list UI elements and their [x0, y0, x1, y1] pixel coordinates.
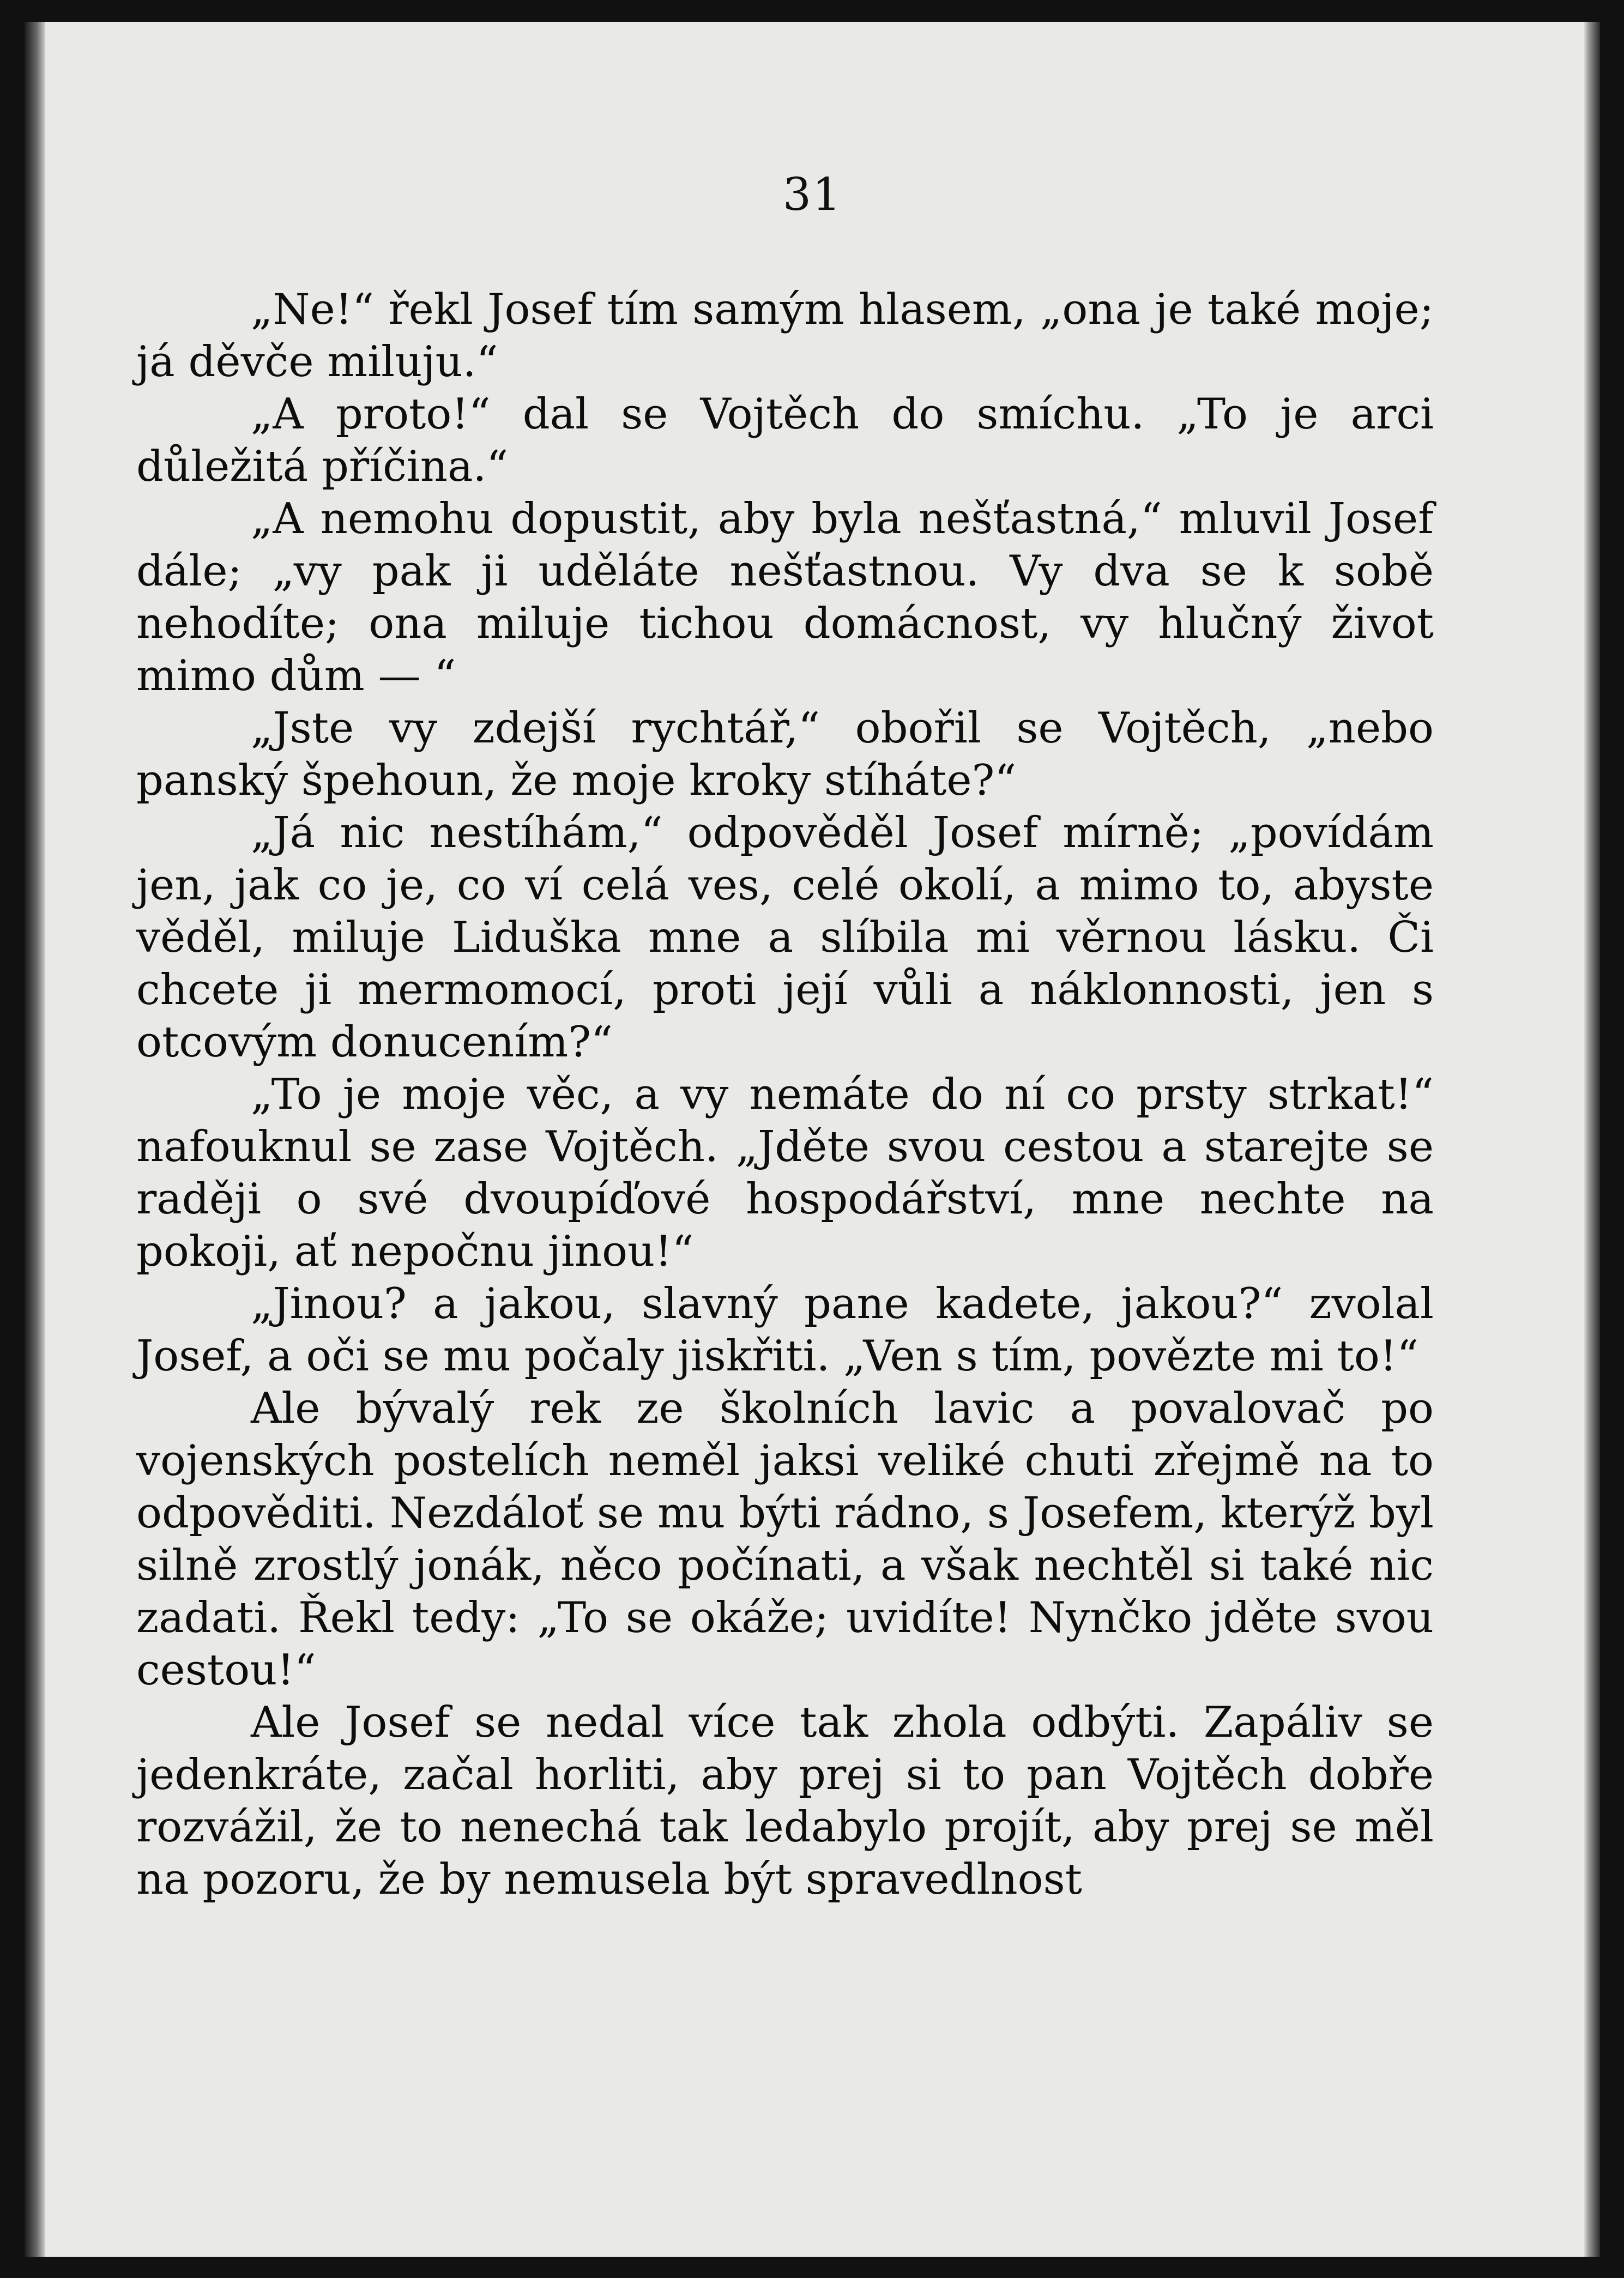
paragraph: „Já nic nestíhám,“ odpověděl Josef mírně; „povídám jen, jak co je, co ví celá ves, celé okolí, a mimo to, abyste věděl, miluje Liduška mne a slíbila mi věrnou lásku. Či chcete ji mermomocí, proti její vůli a náklonnosti, jen s otcovým donucením?“: [136, 808, 1434, 1067]
scan-edge-left: [25, 22, 45, 2257]
paragraph: „Jste vy zdejší rychtář,“ obořil se Vojtěch, „nebo panský špehoun, že moje kroky stíháte?“: [136, 704, 1434, 805]
paragraph: „A nemohu dopustit, aby byla nešťastná,“ mluvil Josef dále; „vy pak ji uděláte nešťastnou. Vy dva se k sobě nehodíte; ona miluje tichou domácnost, vy hlučný život mimo dům — “: [136, 494, 1434, 700]
paragraph: Ale Josef se nedal více tak zhola odbýti. Zapáliv se jedenkráte, začal horliti, aby prej si to pan Vojtěch dobře rozvážil, že to nenechá tak ledabylo projít, aby prej se měl na pozoru, že by nemusela být spravedlnost: [136, 1698, 1434, 1904]
page-number: 31: [782, 169, 842, 221]
paragraph: Ale bývalý rek ze školních lavic a povalovač po vojenských postelích neměl jaksi veliké chuti zřejmě na to odpověditi. Nezdáloť se mu býti rádno, s Josefem, kterýž byl silně zrostlý jonák, něco počínati, a však nechtěl si také nic zadati. Řekl tedy: „To se okáže; uvidíte! Nynčko jděte svou cestou!“: [136, 1384, 1434, 1695]
body-text: [136, 283, 1434, 1906]
scan-edge-right: [1584, 22, 1600, 2257]
paragraph: „Jinou? a jakou, slavný pane kadete, jakou?“ zvolal Josef, a oči se mu počaly jiskřiti. „Ven s tím, povězte mi to!“: [136, 1279, 1434, 1381]
paragraph: „To je moje věc, a vy nemáte do ní co prsty strkat!“ nafouknul se zase Vojtěch. „Jděte svou cestou a starejte se raději o své dvoupíďové hospodářství, mne nechte na pokoji, ať nepočnu jinou!“: [136, 1070, 1434, 1276]
paragraph: „Ne!“ řekl Josef tím samým hlasem, „ona je také moje; já děvče miluju.“: [136, 285, 1434, 386]
book-page: [25, 22, 1600, 2257]
paragraph: „A proto!“ dal se Vojtěch do smíchu. „To je arci důležitá příčina.“: [136, 390, 1434, 491]
